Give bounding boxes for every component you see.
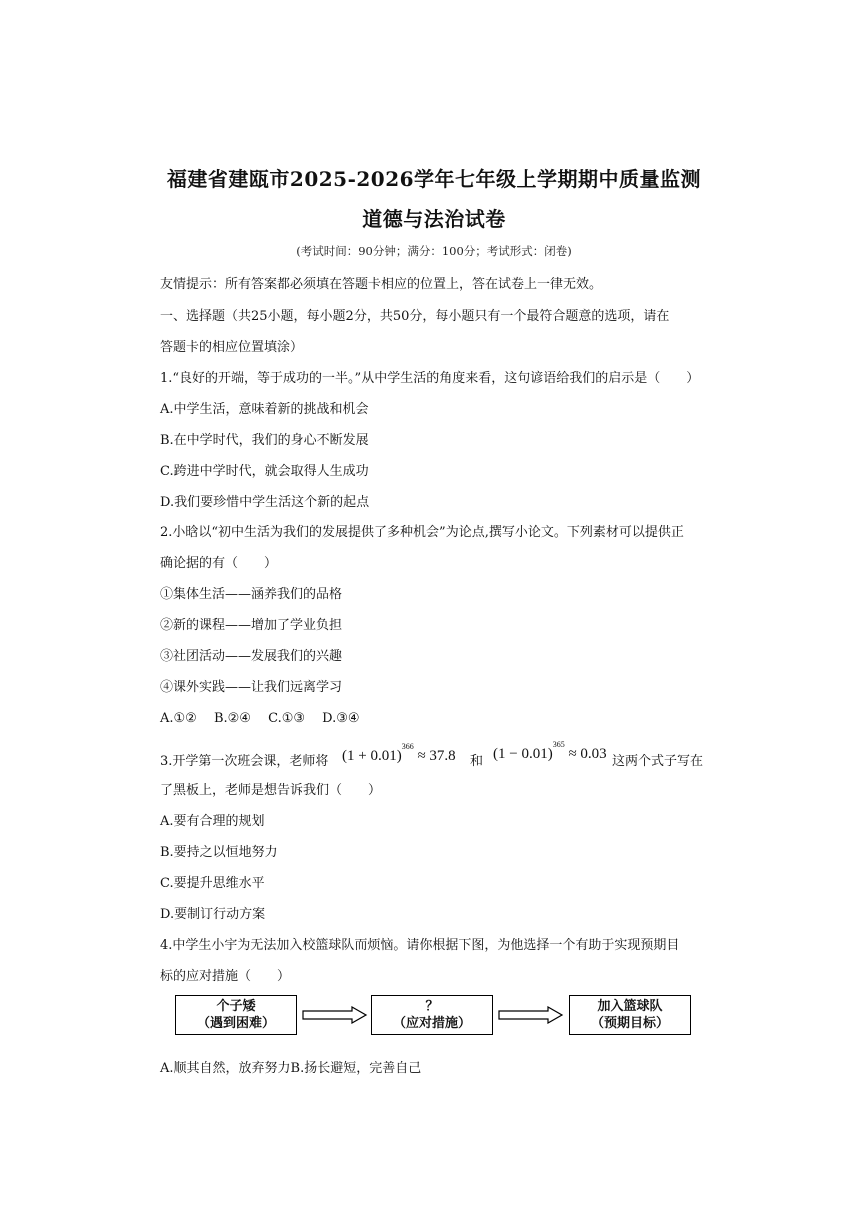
q3-joiner: 和 — [470, 754, 484, 769]
q1-stem: 1.“良好的开端，等于成功的一半。”从中学生活的角度来看，这句谚语给我们的启示是（ ） — [160, 371, 700, 386]
q3-stem-part-a: 3.开学第一次班会课，老师将 — [160, 754, 329, 769]
q3-option-c: C.要提升思维水平 — [160, 876, 265, 891]
flow-arrow-1 — [302, 1006, 368, 1024]
flow-box-difficulty: 个子矮 （遇到困难） — [175, 995, 297, 1035]
q3-formula-1: $(1 + 0.01)^{366} \approx 37.8$ — [342, 742, 456, 764]
q3-stem-part-c: 了黑板上，老师是想告诉我们（ ） — [160, 783, 382, 798]
q1-option-d: D.我们要珍惜中学生活这个新的起点 — [160, 495, 370, 510]
q2-stem-line2: 确论据的有（ ） — [160, 556, 278, 571]
q1-option-c: C.跨进中学时代，就会取得人生成功 — [160, 464, 369, 479]
page-title: 福建省建瓯市2025-2026学年七年级上学期期中质量监测 — [166, 167, 702, 191]
page-subtitle: 道德与法治试卷 — [362, 207, 506, 231]
flow-box-measure: ？ （应对措施） — [371, 995, 493, 1035]
q2-item-3: ③社团活动——发展我们的兴趣 — [160, 649, 343, 664]
q1-option-b: B.在中学时代，我们的身心不断发展 — [160, 433, 369, 448]
q4-stem-line1: 4.中学生小宇为无法加入校篮球队而烦恼。请你根据下图，为他选择一个有助于实现预期目 — [160, 938, 680, 953]
q2-item-4: ④课外实践——让我们远离学习 — [160, 680, 343, 695]
q3-stem-part-b: 这两个式子写在 — [612, 754, 704, 769]
q2-stem-line1: 2.小晗以“初中生活为我们的发展提供了多种机会”为论点,撰写小论文。下列素材可以提供正 — [160, 525, 684, 540]
q2-item-1: ①集体生活——涵养我们的品格 — [160, 587, 343, 602]
q3-option-d: D.要制订行动方案 — [160, 907, 266, 922]
q4-stem-line2: 标的应对措施（ ） — [160, 969, 291, 984]
q1-option-a: A.中学生活，意味着新的挑战和机会 — [160, 402, 369, 417]
q2-options: A.①② B.②④ C.①③ D.③④ — [160, 711, 360, 726]
flow-arrow-2 — [498, 1006, 564, 1024]
notice-text: 友情提示：所有答案都必须填在答题卡相应的位置上，答在试卷上一律无效。 — [160, 277, 603, 292]
section-heading-line2: 答题卡的相应位置填涂） — [160, 340, 304, 355]
flow-box-goal: 加入篮球队 （预期目标） — [569, 995, 691, 1035]
q4-options-ab: A.顺其自然，放弃努力B.扬长避短，完善自己 — [160, 1061, 422, 1076]
q3-option-a: A.要有合理的规划 — [160, 814, 265, 829]
q3-option-b: B.要持之以恒地努力 — [160, 845, 278, 860]
section-heading-line1: 一、选择题（共25小题，每小题2分，共50分，每小题只有一个最符合题意的选项，请在 — [160, 309, 670, 324]
q3-formula-2: $(1 - 0.01)^{365} \approx 0.03$ — [493, 740, 607, 762]
exam-info: (考试时间：90分钟；满分：100分；考试形式：闭卷) — [296, 244, 572, 258]
q2-item-2: ②新的课程——增加了学业负担 — [160, 618, 343, 633]
